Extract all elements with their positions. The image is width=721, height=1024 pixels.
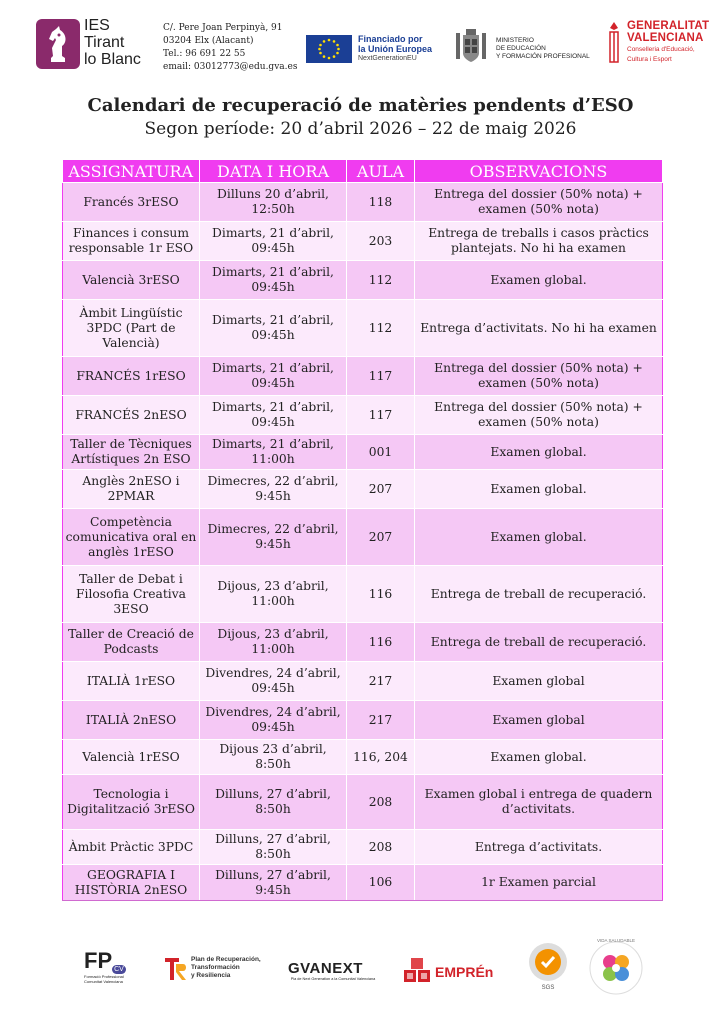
table-row bbox=[63, 662, 663, 701]
cell-subject: FRANCÉS 1rESO bbox=[63, 357, 200, 396]
cell-date: Divendres, 24 d’abril, 09:45h bbox=[200, 701, 347, 740]
school-name-line2: Tirant bbox=[84, 34, 125, 51]
cell-room: 116 bbox=[347, 566, 415, 623]
fpcv-text: FP bbox=[84, 948, 113, 973]
table-row bbox=[63, 183, 663, 222]
cell-date: Dimarts, 21 d’abril, 09:45h bbox=[200, 261, 347, 300]
phone: Tel.: 96 691 22 55 bbox=[163, 49, 246, 59]
gvanext-text: GVANEXT bbox=[288, 960, 363, 977]
header-subject: ASSIGNATURA bbox=[63, 160, 200, 183]
school-contact bbox=[163, 22, 297, 74]
cell-room: 117 bbox=[347, 357, 415, 396]
address-line1: C/. Pere Joan Perpinyà, 91 bbox=[163, 23, 283, 33]
gva-line2: VALENCIANA bbox=[627, 32, 704, 44]
cell-subject: Competència comunicativa oral en anglès 1rESO bbox=[63, 509, 200, 566]
prtr-line3: y Resiliencia bbox=[191, 972, 231, 979]
cell-notes: Examen global bbox=[415, 662, 663, 701]
eu-text-line2: la Unión Europea bbox=[358, 44, 433, 54]
cell-notes: Entrega del dossier (50% nota) + examen (50% nota) bbox=[415, 357, 663, 396]
cell-subject: Francés 3rESO bbox=[63, 183, 200, 222]
cell-room: 001 bbox=[347, 435, 415, 470]
eu-funding-logo bbox=[306, 29, 440, 69]
cell-notes: Examen global i entrega de quadern d’activitats. bbox=[415, 775, 663, 830]
cell-room: 112 bbox=[347, 261, 415, 300]
prtr-line1: Plan de Recuperación, bbox=[191, 956, 261, 963]
table-row bbox=[63, 623, 663, 662]
table-row bbox=[63, 509, 663, 566]
gvanext-logo bbox=[288, 960, 378, 982]
table-row bbox=[63, 566, 663, 623]
cell-room: 112 bbox=[347, 300, 415, 357]
coat-of-arms-icon bbox=[452, 27, 490, 71]
footer-logos bbox=[0, 940, 721, 1010]
cell-notes: Examen global. bbox=[415, 470, 663, 509]
cell-subject: Valencià 1rESO bbox=[63, 740, 200, 775]
table-row bbox=[63, 222, 663, 261]
healthy-life-text: VIDA SALUDABLE bbox=[596, 938, 636, 943]
prtr-line2: Transformación bbox=[191, 964, 240, 971]
cell-date: Dimarts, 21 d’abril, 11:00h bbox=[200, 435, 347, 470]
gva-line4: Cultura i Esport bbox=[627, 56, 672, 63]
gva-line1: GENERALITAT bbox=[627, 20, 710, 32]
sgs-certification-logo bbox=[528, 942, 568, 1000]
cell-date: Dimarts, 21 d’abril, 09:45h bbox=[200, 222, 347, 261]
cell-date: Dimarts, 21 d’abril, 09:45h bbox=[200, 357, 347, 396]
ministry-line2: DE EDUCACIÓN bbox=[496, 45, 546, 52]
cell-subject: FRANCÉS 2nESO bbox=[63, 396, 200, 435]
cell-room: 207 bbox=[347, 470, 415, 509]
cell-room: 208 bbox=[347, 830, 415, 865]
eu-text-line3: NextGenerationEU bbox=[358, 55, 417, 62]
cell-notes: Entrega de treball de recuperació. bbox=[415, 566, 663, 623]
cell-room: 117 bbox=[347, 396, 415, 435]
table-row bbox=[63, 357, 663, 396]
cell-notes: Examen global. bbox=[415, 261, 663, 300]
gva-line3: Conselleria d'Educació, bbox=[627, 46, 695, 53]
cell-date: Dilluns 20 d’abril, 12:50h bbox=[200, 183, 347, 222]
eu-text-line1: Financiado por bbox=[358, 34, 423, 44]
cell-room: 203 bbox=[347, 222, 415, 261]
page-title: Calendari de recuperació de matèries pendents d’ESO bbox=[87, 95, 634, 116]
cell-subject: Taller de Creació de Podcasts bbox=[63, 623, 200, 662]
cell-subject: ITALIÀ 1rESO bbox=[63, 662, 200, 701]
table-row bbox=[63, 300, 663, 357]
table-row bbox=[63, 865, 663, 901]
cell-date: Dijous 23 d’abril, 8:50h bbox=[200, 740, 347, 775]
cell-date: Dijous, 23 d’abril, 11:00h bbox=[200, 623, 347, 662]
generalitat-logo bbox=[606, 20, 716, 72]
cell-room: 106 bbox=[347, 865, 415, 901]
table-row bbox=[63, 775, 663, 830]
school-logo bbox=[36, 19, 154, 71]
cell-subject: ITALIÀ 2nESO bbox=[63, 701, 200, 740]
schedule-table bbox=[62, 160, 663, 901]
cell-subject: Taller de Debat i Filosofia Creativa 3ESO bbox=[63, 566, 200, 623]
emprem-cubes-icon bbox=[402, 958, 432, 986]
cell-date: Dimarts, 21 d’abril, 09:45h bbox=[200, 396, 347, 435]
sgs-seal-icon bbox=[528, 942, 568, 986]
emprem-logo bbox=[402, 958, 502, 986]
gva-emblem-icon bbox=[606, 20, 622, 72]
cell-date: Dijous, 23 d’abril, 11:00h bbox=[200, 566, 347, 623]
healthy-life-icon bbox=[588, 940, 644, 996]
fpcv-badge: CV bbox=[114, 966, 124, 973]
cell-notes: Entrega de treballs i casos pràctics plantejats. No hi ha examen bbox=[415, 222, 663, 261]
cell-room: 217 bbox=[347, 662, 415, 701]
eu-flag-icon bbox=[306, 35, 352, 63]
cell-room: 116, 204 bbox=[347, 740, 415, 775]
school-name-line1: IES bbox=[84, 17, 110, 34]
email: email: 03012773@edu.gva.es bbox=[163, 62, 298, 72]
cell-notes: Entrega de treball de recuperació. bbox=[415, 623, 663, 662]
cell-subject: Taller de Tècniques Artístiques 2n ESO bbox=[63, 435, 200, 470]
fpcv-caption: Formació Professional Comunitat Valenciana bbox=[84, 974, 124, 984]
prtr-logo bbox=[165, 956, 280, 982]
sgs-text: SGS bbox=[541, 985, 555, 991]
table-row bbox=[63, 435, 663, 470]
cell-notes: Entrega d’activitats. bbox=[415, 830, 663, 865]
school-name-line3: lo Blanc bbox=[84, 51, 141, 68]
cell-notes: Entrega d’activitats. No hi ha examen bbox=[415, 300, 663, 357]
chess-knight-icon bbox=[36, 19, 80, 69]
cell-subject: GEOGRAFIA I HISTÒRIA 2nESO bbox=[63, 865, 200, 901]
ministry-line3: Y FORMACIÓN PROFESIONAL bbox=[496, 53, 590, 60]
cell-subject: Àmbit Pràctic 3PDC bbox=[63, 830, 200, 865]
cell-subject: Finances i consum responsable 1r ESO bbox=[63, 222, 200, 261]
cell-date: Dimecres, 22 d’abril, 9:45h bbox=[200, 470, 347, 509]
cell-notes: Examen global. bbox=[415, 435, 663, 470]
cell-room: 208 bbox=[347, 775, 415, 830]
table-row bbox=[63, 470, 663, 509]
table-header-row bbox=[63, 160, 663, 183]
emprem-text: EMPRÉn bbox=[435, 964, 494, 980]
table-row bbox=[63, 396, 663, 435]
cell-date: Divendres, 24 d’abril, 09:45h bbox=[200, 662, 347, 701]
cell-date: Dimarts, 21 d’abril, 09:45h bbox=[200, 300, 347, 357]
cell-room: 118 bbox=[347, 183, 415, 222]
cell-notes: 1r Examen parcial bbox=[415, 865, 663, 901]
cell-date: Dilluns, 27 d’abril, 8:50h bbox=[200, 830, 347, 865]
cell-subject: Tecnologia i Digitalització 3rESO bbox=[63, 775, 200, 830]
header-date: DATA I HORA bbox=[200, 160, 347, 183]
gvanext-caption: Pla de Next Generation a la Comunitat Valenciana bbox=[290, 977, 376, 981]
cell-room: 207 bbox=[347, 509, 415, 566]
header-room: AULA bbox=[347, 160, 415, 183]
cell-notes: Examen global bbox=[415, 701, 663, 740]
table-row bbox=[63, 701, 663, 740]
cell-room: 116 bbox=[347, 623, 415, 662]
table-row bbox=[63, 830, 663, 865]
cell-notes: Examen global. bbox=[415, 509, 663, 566]
healthy-life-logo bbox=[588, 940, 644, 1000]
cell-notes: Entrega del dossier (50% nota) + examen (50% nota) bbox=[415, 183, 663, 222]
table-row bbox=[63, 740, 663, 775]
cell-room: 217 bbox=[347, 701, 415, 740]
header-notes: OBSERVACIONS bbox=[415, 160, 663, 183]
cell-notes: Entrega del dossier (50% nota) + examen (50% nota) bbox=[415, 396, 663, 435]
ministry-line1: MINISTERIO bbox=[496, 37, 534, 44]
page-subtitle: Segon període: 20 d’abril 2026 – 22 de maig 2026 bbox=[144, 119, 577, 139]
cell-notes: Examen global. bbox=[415, 740, 663, 775]
page-header bbox=[0, 16, 721, 76]
cell-subject: Anglès 2nESO i 2PMAR bbox=[63, 470, 200, 509]
cell-date: Dimecres, 22 d’abril, 9:45h bbox=[200, 509, 347, 566]
cell-date: Dilluns, 27 d’abril, 9:45h bbox=[200, 865, 347, 901]
ministry-logo bbox=[452, 28, 600, 70]
cell-date: Dilluns, 27 d’abril, 8:50h bbox=[200, 775, 347, 830]
fpcv-logo bbox=[84, 948, 144, 984]
cell-subject: Valencià 3rESO bbox=[63, 261, 200, 300]
prtr-icon bbox=[165, 956, 187, 982]
table-row bbox=[63, 261, 663, 300]
address-line2: 03204 Elx (Alacant) bbox=[163, 36, 254, 46]
cell-subject: Àmbit Lingüístic 3PDC (Part de Valencià) bbox=[63, 300, 200, 357]
